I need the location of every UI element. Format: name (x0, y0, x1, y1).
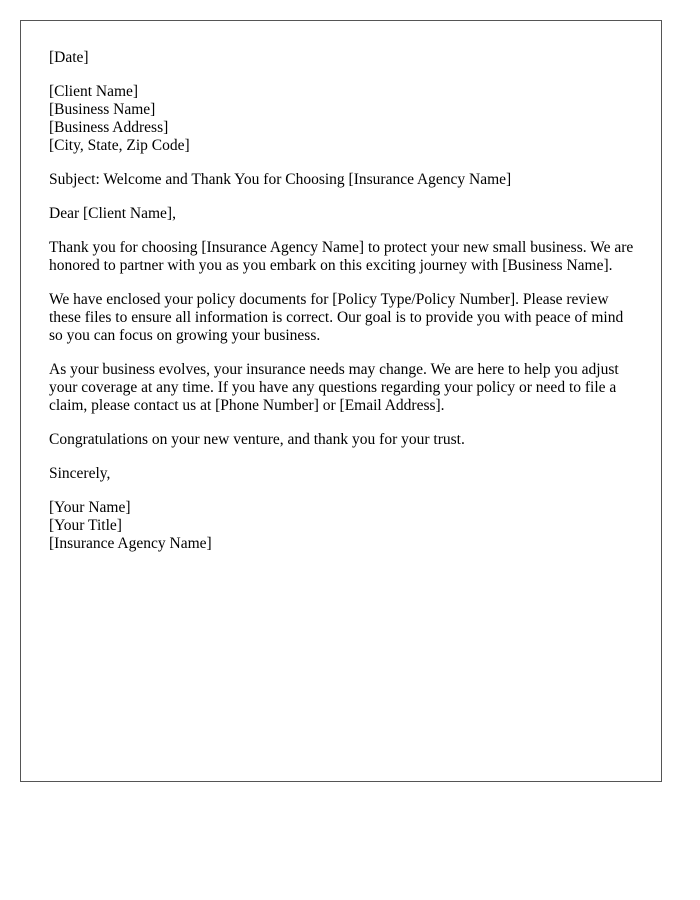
closing: Sincerely, (49, 465, 111, 482)
letter-date: [Date] (49, 49, 89, 66)
signature-block (49, 499, 639, 553)
recipient-client-name: [Client Name] (49, 83, 139, 100)
paragraph-3: As your business evolves, your insurance needs may change. We are here to help you adjust your coverage at any time. If you have any questions regarding your policy or need to file a claim, please contact us at [Phone Number] or [Email Address]. (49, 361, 619, 414)
letter-page (20, 20, 662, 782)
letter-body (49, 49, 639, 569)
paragraph-1: Thank you for choosing [Insurance Agency Name] to protect your new small business. We are honored to partner with you as you embark on this exciting journey with [Business Name]. (49, 239, 634, 274)
recipient-business-address: [Business Address] (49, 119, 169, 136)
salutation: Dear [Client Name], (49, 205, 176, 222)
signature-title: [Your Title] (49, 517, 122, 534)
recipient-address-block (49, 83, 639, 155)
date-block (49, 49, 639, 67)
subject-line: Subject: Welcome and Thank You for Choosing [Insurance Agency Name] (49, 171, 512, 188)
signature-name: [Your Name] (49, 499, 131, 516)
recipient-business-name: [Business Name] (49, 101, 156, 118)
paragraph-2: We have enclosed your policy documents for [Policy Type/Policy Number]. Please review these files to ensure all information is correct. Our goal is to provide you with peace of mind so you can focus on growing your business. (49, 291, 624, 344)
paragraph-4: Congratulations on your new venture, and thank you for your trust. (49, 431, 465, 448)
recipient-city-state-zip: [City, State, Zip Code] (49, 137, 190, 154)
signature-agency: [Insurance Agency Name] (49, 535, 212, 552)
